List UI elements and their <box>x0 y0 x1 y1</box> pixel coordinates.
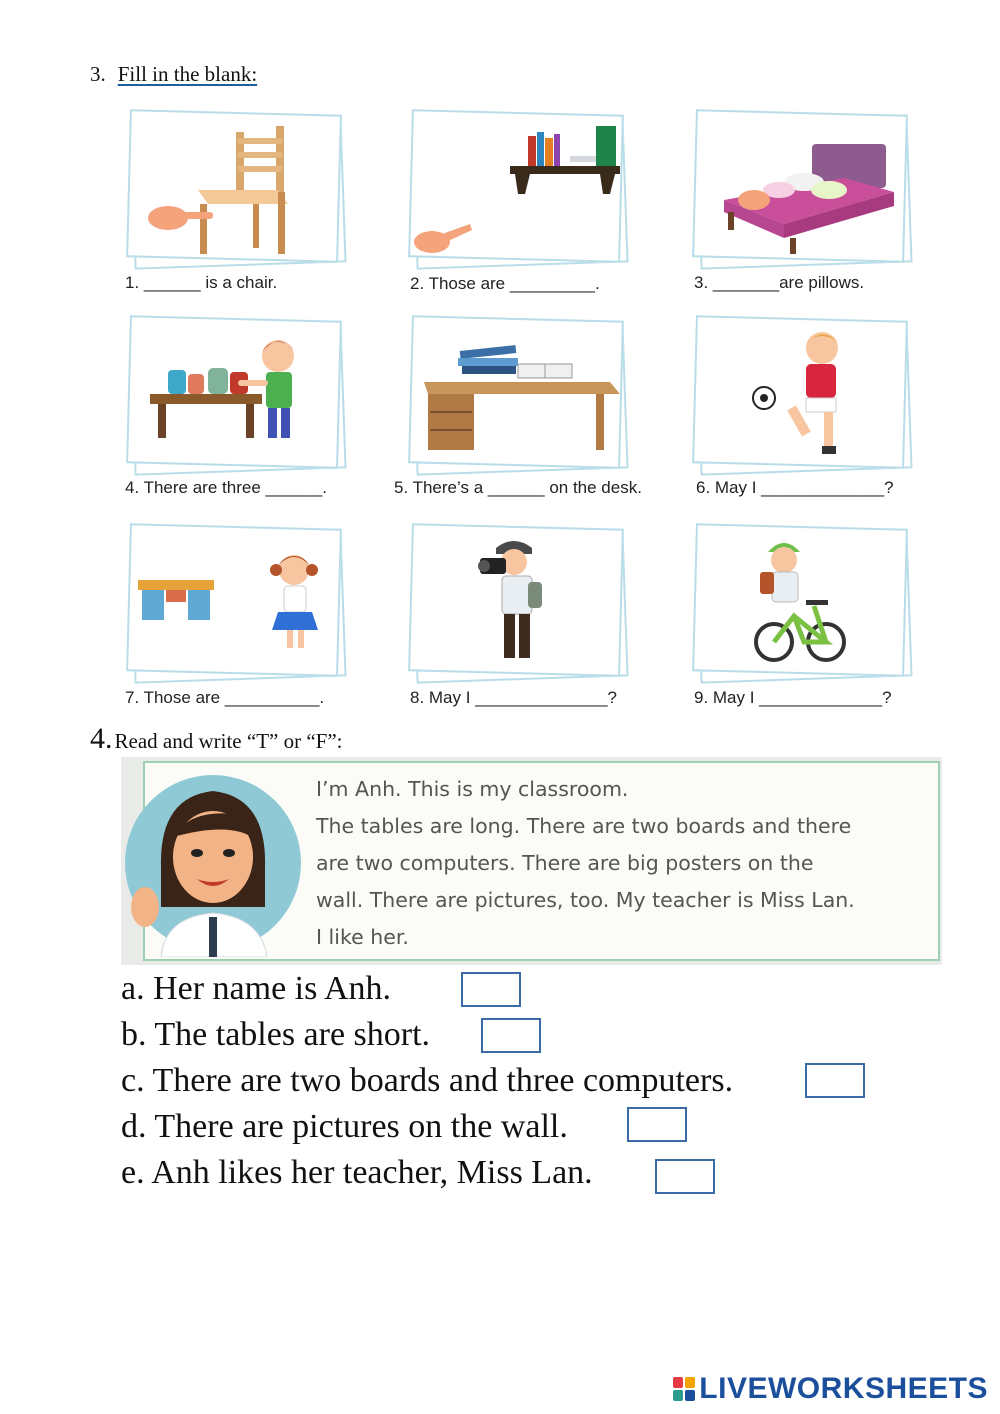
passage-text <box>316 771 926 956</box>
picture-card-8 <box>410 526 625 678</box>
desk-books-image <box>410 318 625 470</box>
section-number: 4. <box>90 722 113 755</box>
girl-desk-image <box>128 526 343 678</box>
statement-a: a. Her name is Anh. <box>121 970 392 1007</box>
caption-4: 4. There are three ______. <box>125 478 327 497</box>
picture-card-7 <box>128 526 343 678</box>
answer-box-e[interactable] <box>655 1159 715 1194</box>
section-title: Read and write “T” or “F”: <box>114 729 343 753</box>
passage-line: wall. There are pictures, too. My teacher is Miss Lan. <box>316 888 855 912</box>
answer-box-a[interactable] <box>461 972 521 1007</box>
caption-7: 7. Those are __________. <box>125 688 325 707</box>
caption-5: 5. There’s a ______ on the desk. <box>394 478 642 497</box>
statement-c: c. There are two boards and three computers. <box>121 1062 734 1099</box>
passage-line: I like her. <box>316 925 409 949</box>
statement-b: b. The tables are short. <box>121 1016 431 1053</box>
caption-9: 9. May I _____________? <box>694 688 892 707</box>
answer-box-c[interactable] <box>805 1063 865 1098</box>
boy-football-image <box>694 318 909 470</box>
logo-text: LIVEWORKSHEETS <box>699 1372 988 1405</box>
section-4-heading <box>90 722 343 756</box>
picture-card-9 <box>694 526 909 678</box>
passage-line: are two computers. There are big posters on the <box>316 851 814 875</box>
picture-card-6 <box>694 318 909 470</box>
answer-box-d[interactable] <box>627 1107 687 1142</box>
section-title: Fill in the blank: <box>117 62 258 86</box>
section-3-heading <box>90 62 257 87</box>
statement-d: d. There are pictures on the wall. <box>121 1108 568 1145</box>
passage-line: I’m Anh. This is my classroom. <box>316 777 629 801</box>
bed-pillows-image <box>694 112 909 264</box>
chair-pointing-image <box>128 112 343 264</box>
picture-card-3 <box>694 112 909 264</box>
picture-card-1 <box>128 112 343 264</box>
caption-3: 3. _______are pillows. <box>694 273 865 292</box>
caption-2: 2. Those are _________. <box>410 274 600 293</box>
picture-card-2 <box>410 112 625 264</box>
boy-schoolbags-image <box>128 318 343 470</box>
caption-1: 1. ______ is a chair. <box>125 273 278 292</box>
girl-anh-image <box>121 767 301 957</box>
liveworksheets-logo[interactable] <box>673 1372 988 1406</box>
boy-bicycle-image <box>694 526 909 678</box>
statement-e: e. Anh likes her teacher, Miss Lan. <box>121 1154 593 1191</box>
picture-card-5 <box>410 318 625 470</box>
passage-line: The tables are long. There are two boards and there <box>316 814 852 838</box>
section-number: 3. <box>90 62 106 86</box>
boy-camera-image <box>410 526 625 678</box>
reading-passage <box>121 757 942 965</box>
logo-mark-icon <box>673 1377 695 1401</box>
bookshelf-pointing-image <box>410 112 625 264</box>
picture-card-4 <box>128 318 343 470</box>
answer-box-b[interactable] <box>481 1018 541 1053</box>
caption-8: 8. May I ______________? <box>410 688 618 707</box>
caption-6: 6. May I _____________? <box>696 478 894 497</box>
